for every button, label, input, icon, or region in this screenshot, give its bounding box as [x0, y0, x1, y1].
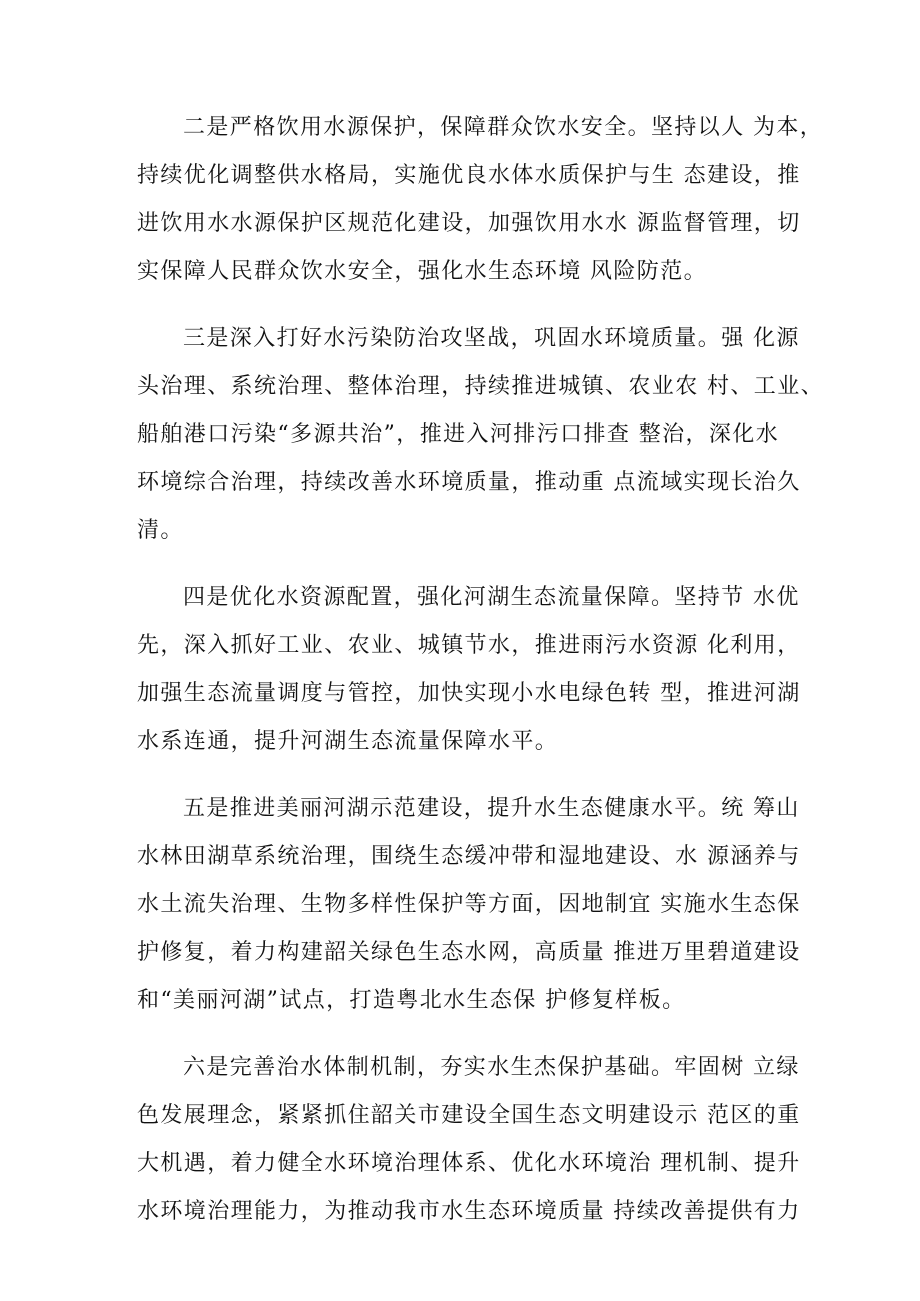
text-line: 加强生态流量调度与管控，加快实现小水电绿色转 型，推进河湖: [137, 681, 801, 706]
text-line: 水系连通，提升河湖生态流量保障水平。: [137, 729, 559, 754]
text-line: 水林田湖草系统治理，围绕生态缓冲带和湿地建设、水 源涵养与: [137, 844, 801, 869]
text-line: 头治理、系统治理、整体治理，持续推进城镇、农业农 村、工业、: [137, 374, 824, 399]
text-line: 水环境治理能力，为推动我市水生态环境质量 持续改善提供有力: [137, 1199, 801, 1224]
text-line: 三是深入打好水污染防治攻坚战，巩固水环境质量。强 化源: [183, 326, 800, 351]
text-line: 色发展理念，紧紧抓住韶关市建设全国生态文明建设示 范区的重: [137, 1103, 801, 1128]
text-line: 大机遇，着力健全水环境治理体系、优化水环境治 理机制、提升: [137, 1151, 801, 1176]
text-line: 清。: [137, 518, 184, 543]
paragraph-water-resources: [137, 574, 800, 766]
text-line: 护修复，着力构建韶关绿色生态水网，高质量 推进万里碧道建设: [137, 940, 801, 965]
text-line: 水土流失治理、生物多样性保护等方面，因地制宜 实施水生态保: [137, 892, 801, 917]
text-line: 二是严格饮用水源保护，保障群众饮水安全。坚持以人 为本，: [183, 115, 824, 140]
paragraph-water-pollution: [137, 315, 824, 555]
paragraph-drinking-water: [137, 104, 824, 296]
text-line: 四是优化水资源配置，强化河湖生态流量保障。坚持节 水优: [183, 585, 800, 610]
text-line: 六是完善治水体制机制，夯实水生杰保护基础。牢固树 立绿: [183, 1055, 800, 1080]
text-line: 进饮用水水源保护区规范化建设，加强饮用水水 源监督管理，切: [137, 211, 801, 236]
text-line: 环境综合治理，持续改善水环境质量，推动重 点流域实现长治久: [137, 470, 801, 495]
paragraph-beautiful-rivers: [137, 785, 800, 1025]
text-line: 五是推进美丽河湖示范建设，提升水生态健康水平。统 筹山: [183, 796, 800, 821]
text-line: 船舶港口污染“多源共治”，推进入河排污口排查 整治，深化水: [137, 422, 780, 447]
text-line: 持续优化调整供水格局，实施优良水体水质保护与生 态建设，推: [137, 163, 801, 188]
text-line: 先，深入抓好工业、农业、城镇节水，推进雨污水资源 化利用，: [137, 633, 801, 658]
text-line: 和“美丽河湖”试点，打造粤北水生态保 护修复样板。: [137, 988, 686, 1013]
text-line: 实保障人民群众饮水安全，强化水生态环境 风险防范。: [137, 259, 707, 284]
paragraph-governance: [137, 1044, 800, 1236]
